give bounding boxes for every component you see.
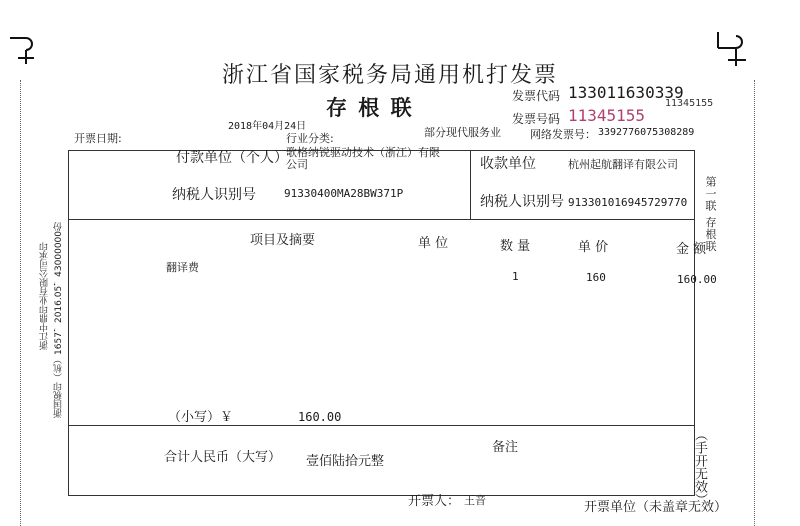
total-big-value: 壹佰陆拾元整 bbox=[306, 454, 385, 469]
box-left-border bbox=[68, 150, 69, 496]
col-header-price: 单 价 bbox=[578, 240, 609, 255]
payee-tax-id: 913301016945729770 bbox=[568, 196, 688, 209]
invoice-title: 浙江省国家税务局通用机打发票 bbox=[222, 63, 559, 88]
network-invoice-label: 网络发票号： bbox=[530, 128, 596, 141]
row-price: 160 bbox=[586, 271, 606, 284]
printer-info-line2: 浙江中鼎印业有限公司承印 bbox=[40, 242, 50, 350]
printer-info-line1: 浙国税印（杭）1657，2016.05，43000000份 bbox=[54, 222, 64, 418]
registration-mark-right-icon bbox=[712, 28, 754, 70]
total-big-label: 合计人民币（大写） bbox=[164, 450, 282, 465]
issuing-unit-note: 开票单位（未盖章无效） bbox=[584, 500, 728, 515]
payee-label: 收款单位 bbox=[480, 156, 536, 172]
total-small-label: （小写）￥ bbox=[168, 410, 234, 425]
issuer-label: 开票人： bbox=[408, 494, 461, 509]
issue-date-label: 开票日期: bbox=[74, 132, 122, 145]
payer-name-line2: 公司 bbox=[286, 158, 308, 171]
network-invoice-value: 3392776075308289 bbox=[598, 127, 695, 138]
right-cut-line bbox=[754, 80, 755, 526]
row-qty: 1 bbox=[512, 270, 519, 283]
payer-tax-id: 91330400MA28BW371P bbox=[284, 187, 404, 200]
invoice-code-small: 11345155 bbox=[665, 98, 714, 109]
invoice-number-value: 11345155 bbox=[568, 106, 646, 125]
copy-label: 第一联 存根联 bbox=[704, 176, 717, 253]
row-amount: 160.00 bbox=[677, 273, 717, 286]
payee-name: 杭州起航翻译有限公司 bbox=[568, 158, 678, 171]
issuer-name: 王音 bbox=[464, 494, 486, 507]
invoice-number-label: 发票号码 bbox=[512, 112, 561, 126]
left-cut-line bbox=[20, 80, 21, 526]
payer-payee-divider bbox=[470, 150, 471, 220]
total-small-value: 160.00 bbox=[298, 410, 342, 424]
invoice-code-value: 133011630339 bbox=[568, 83, 684, 102]
payer-name-line1: 歌格纳锐驱动技术（浙江）有限 bbox=[286, 146, 440, 159]
industry-label: 行业分类: bbox=[286, 132, 334, 145]
payee-tax-label: 纳税人识别号 bbox=[480, 194, 564, 210]
issue-date-value: 2018年04月24日 bbox=[228, 121, 307, 132]
col-header-item: 项目及摘要 bbox=[250, 233, 316, 248]
col-header-unit: 单 位 bbox=[418, 236, 449, 251]
handwritten-invalid-note: （手开无效） bbox=[692, 428, 707, 506]
payer-label: 付款单位（个人） bbox=[176, 150, 288, 166]
invoice-code-label: 发票代码 bbox=[512, 89, 561, 103]
col-header-amount: 金 额 bbox=[676, 242, 707, 257]
col-header-qty: 数 量 bbox=[500, 239, 531, 254]
invoice-subtitle: 存 根 联 bbox=[326, 96, 414, 120]
remark-label: 备注 bbox=[492, 440, 519, 455]
registration-mark-left-icon bbox=[6, 30, 46, 70]
industry-value: 部分现代服务业 bbox=[424, 126, 501, 139]
payer-tax-label: 纳税人识别号 bbox=[172, 187, 256, 203]
header-divider bbox=[68, 219, 695, 220]
totals-divider bbox=[68, 425, 695, 426]
row-item: 翻译费 bbox=[166, 261, 199, 274]
